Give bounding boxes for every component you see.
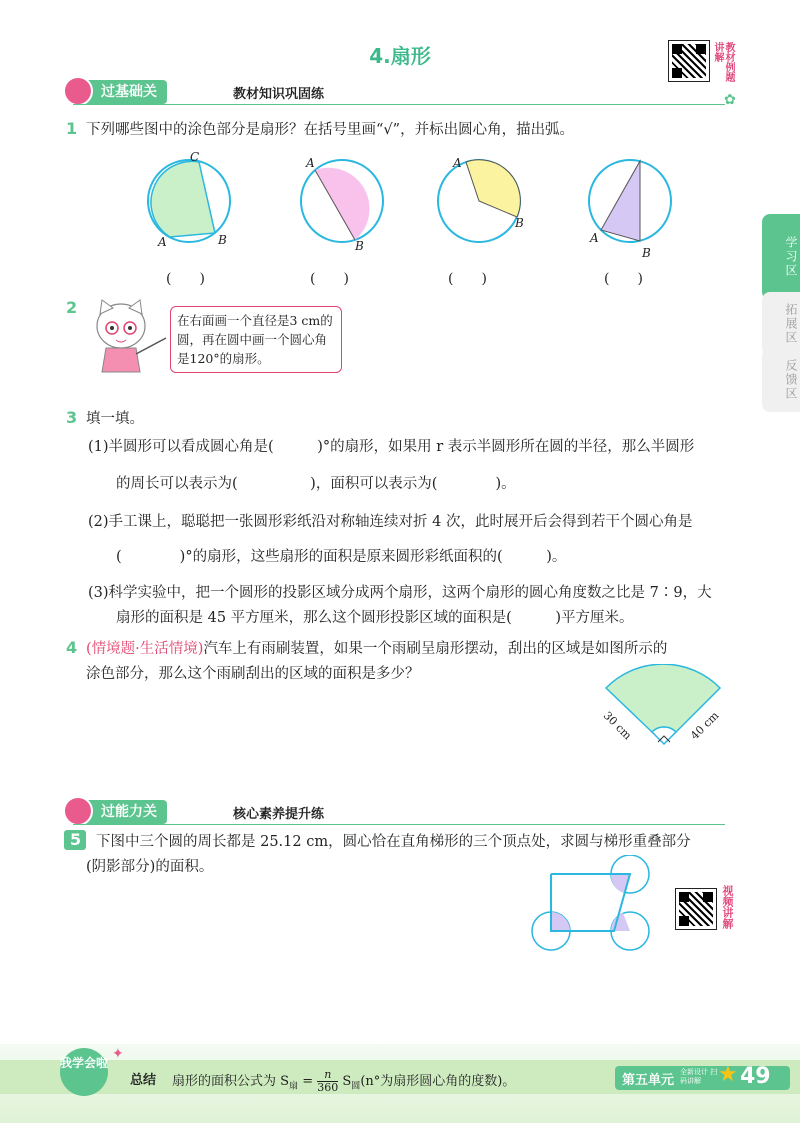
summary-formula (172, 1069, 515, 1094)
numerator: n (317, 1069, 338, 1082)
flower-icon: ✿ (724, 92, 736, 108)
label: A (158, 235, 167, 249)
tab-feedback[interactable]: 反馈区 (762, 348, 800, 412)
label: A (306, 156, 315, 170)
label-40cm: 40 cm (688, 708, 722, 743)
q4-text: 汽车上有雨刷装置，如果一个雨刷呈扇形摆动，刮出的区域是如图所示的 (203, 641, 668, 657)
answer-blank[interactable]: ( ) (310, 271, 349, 287)
label: B (515, 216, 524, 230)
badge-icon (63, 76, 93, 106)
q1-figures (130, 140, 690, 260)
video-label: 视频讲解 (721, 885, 734, 929)
question-number: 3 (66, 408, 78, 427)
summary-text: (n°为扇形圆心角的度数)。 (360, 1074, 516, 1089)
qr-code[interactable] (668, 40, 712, 84)
question-title: 填一填。 (86, 411, 144, 427)
q3-part1-line1: (1)半圆形可以看成圆心角是( )°的扇形，如果用 r 表示半圆形所在圆的半径，那么半圆形 (88, 439, 695, 455)
q5-line2: (阴影部分)的面积。 (86, 859, 214, 875)
tab-study[interactable]: 学习区 (762, 214, 800, 300)
qr-code[interactable] (675, 888, 717, 930)
label: C (190, 150, 200, 164)
question-number: 1 (66, 119, 78, 138)
q3-part1-line2: 的周长可以表示为( )，面积可以表示为( )。 (116, 476, 516, 492)
q3-part3-line2: 扇形的面积是 45 平方厘米，那么这个圆形投影区域的面积是( )平方厘米。 (116, 610, 634, 626)
speech-bubble: 在右面画一个直径是3 cm的圆，再在圆中画一个圆心角是120°的扇形。 (170, 306, 342, 373)
section-subtitle: 核心素养提升练 (233, 807, 325, 822)
fraction (317, 1069, 338, 1094)
star-icon: ✦ (112, 1046, 124, 1062)
q3-part2-line2: ( )°的扇形，这些扇形的面积是原来圆形彩纸面积的( )。 (116, 549, 567, 565)
trapezoid-circles-figure (530, 855, 660, 955)
figure-3 (438, 160, 520, 242)
question-number: 5 (70, 830, 82, 849)
section-tag: 过能力关 (73, 800, 167, 824)
q3-part2-line1: (2)手工课上，聪聪把一张圆形彩纸沿对称轴连续对折 4 次，此时展开后会得到若干个圆心角是 (88, 514, 693, 530)
answer-blank[interactable]: ( ) (604, 271, 643, 287)
subscript: 扇 (289, 1081, 299, 1092)
qr-label: 教材例题讲解 (712, 42, 734, 82)
summary-text: 扇形的面积公式为 S (172, 1074, 290, 1089)
star-icon: ★ (718, 1062, 738, 1087)
divider (73, 824, 725, 825)
summary-label: 总结 (130, 1073, 157, 1088)
q3-part3-line1: (3)科学实验中，把一个圆形的投影区域分成两个扇形，这两个扇形的圆心角度数之比是 7∶9，大 (88, 585, 712, 601)
tab-extend[interactable]: 拓展区 (762, 292, 800, 356)
section-subtitle: 教材知识巩固练 (233, 87, 325, 102)
section-banner-ability (55, 800, 755, 826)
S-symbol: S (342, 1074, 352, 1089)
page-title: 4.扇形 (369, 44, 431, 68)
label: B (642, 246, 651, 260)
section-tag: 过基础关 (73, 80, 167, 104)
figure-4 (589, 160, 671, 242)
page-number: 49 (740, 1064, 771, 1089)
answer-blank[interactable]: ( ) (448, 271, 487, 287)
cat-teacher-illustration (88, 296, 168, 374)
label: A (590, 231, 599, 245)
answer-blank[interactable]: ( ) (166, 271, 205, 287)
context-tag: (情境题·生活情境) (86, 641, 204, 657)
q5-line1: 下图中三个圆的周长都是 25.12 cm，圆心恰在直角梯形的三个顶点处，求圆与梯形重叠部分 (96, 834, 691, 850)
label-30cm: 30 cm (600, 708, 635, 743)
label: A (453, 156, 462, 170)
denominator: 360 (317, 1081, 339, 1094)
q4-line1 (86, 639, 766, 659)
subscript: 圆 (351, 1081, 361, 1092)
unit-small: 全新设计 扫码讲解 (680, 1068, 718, 1085)
question-text: 下列哪些图中的涂色部分是扇形？在括号里画“√”，并标出圆心角，描出弧。 (86, 122, 575, 138)
unit-label: 第五单元 (622, 1073, 675, 1088)
label: B (355, 239, 364, 253)
question-number: 2 (66, 298, 78, 317)
equals: = (302, 1074, 314, 1089)
divider (73, 104, 725, 105)
question-number: 4 (66, 638, 78, 657)
badge-icon (63, 796, 93, 826)
label: B (218, 233, 227, 247)
question-number-box (64, 830, 86, 850)
logo: 我学会啦 (60, 1048, 108, 1096)
section-banner-basic (55, 80, 755, 106)
q4-line2: 涂色部分，那么这个雨刷刮出的区域的面积是多少？ (86, 666, 420, 682)
